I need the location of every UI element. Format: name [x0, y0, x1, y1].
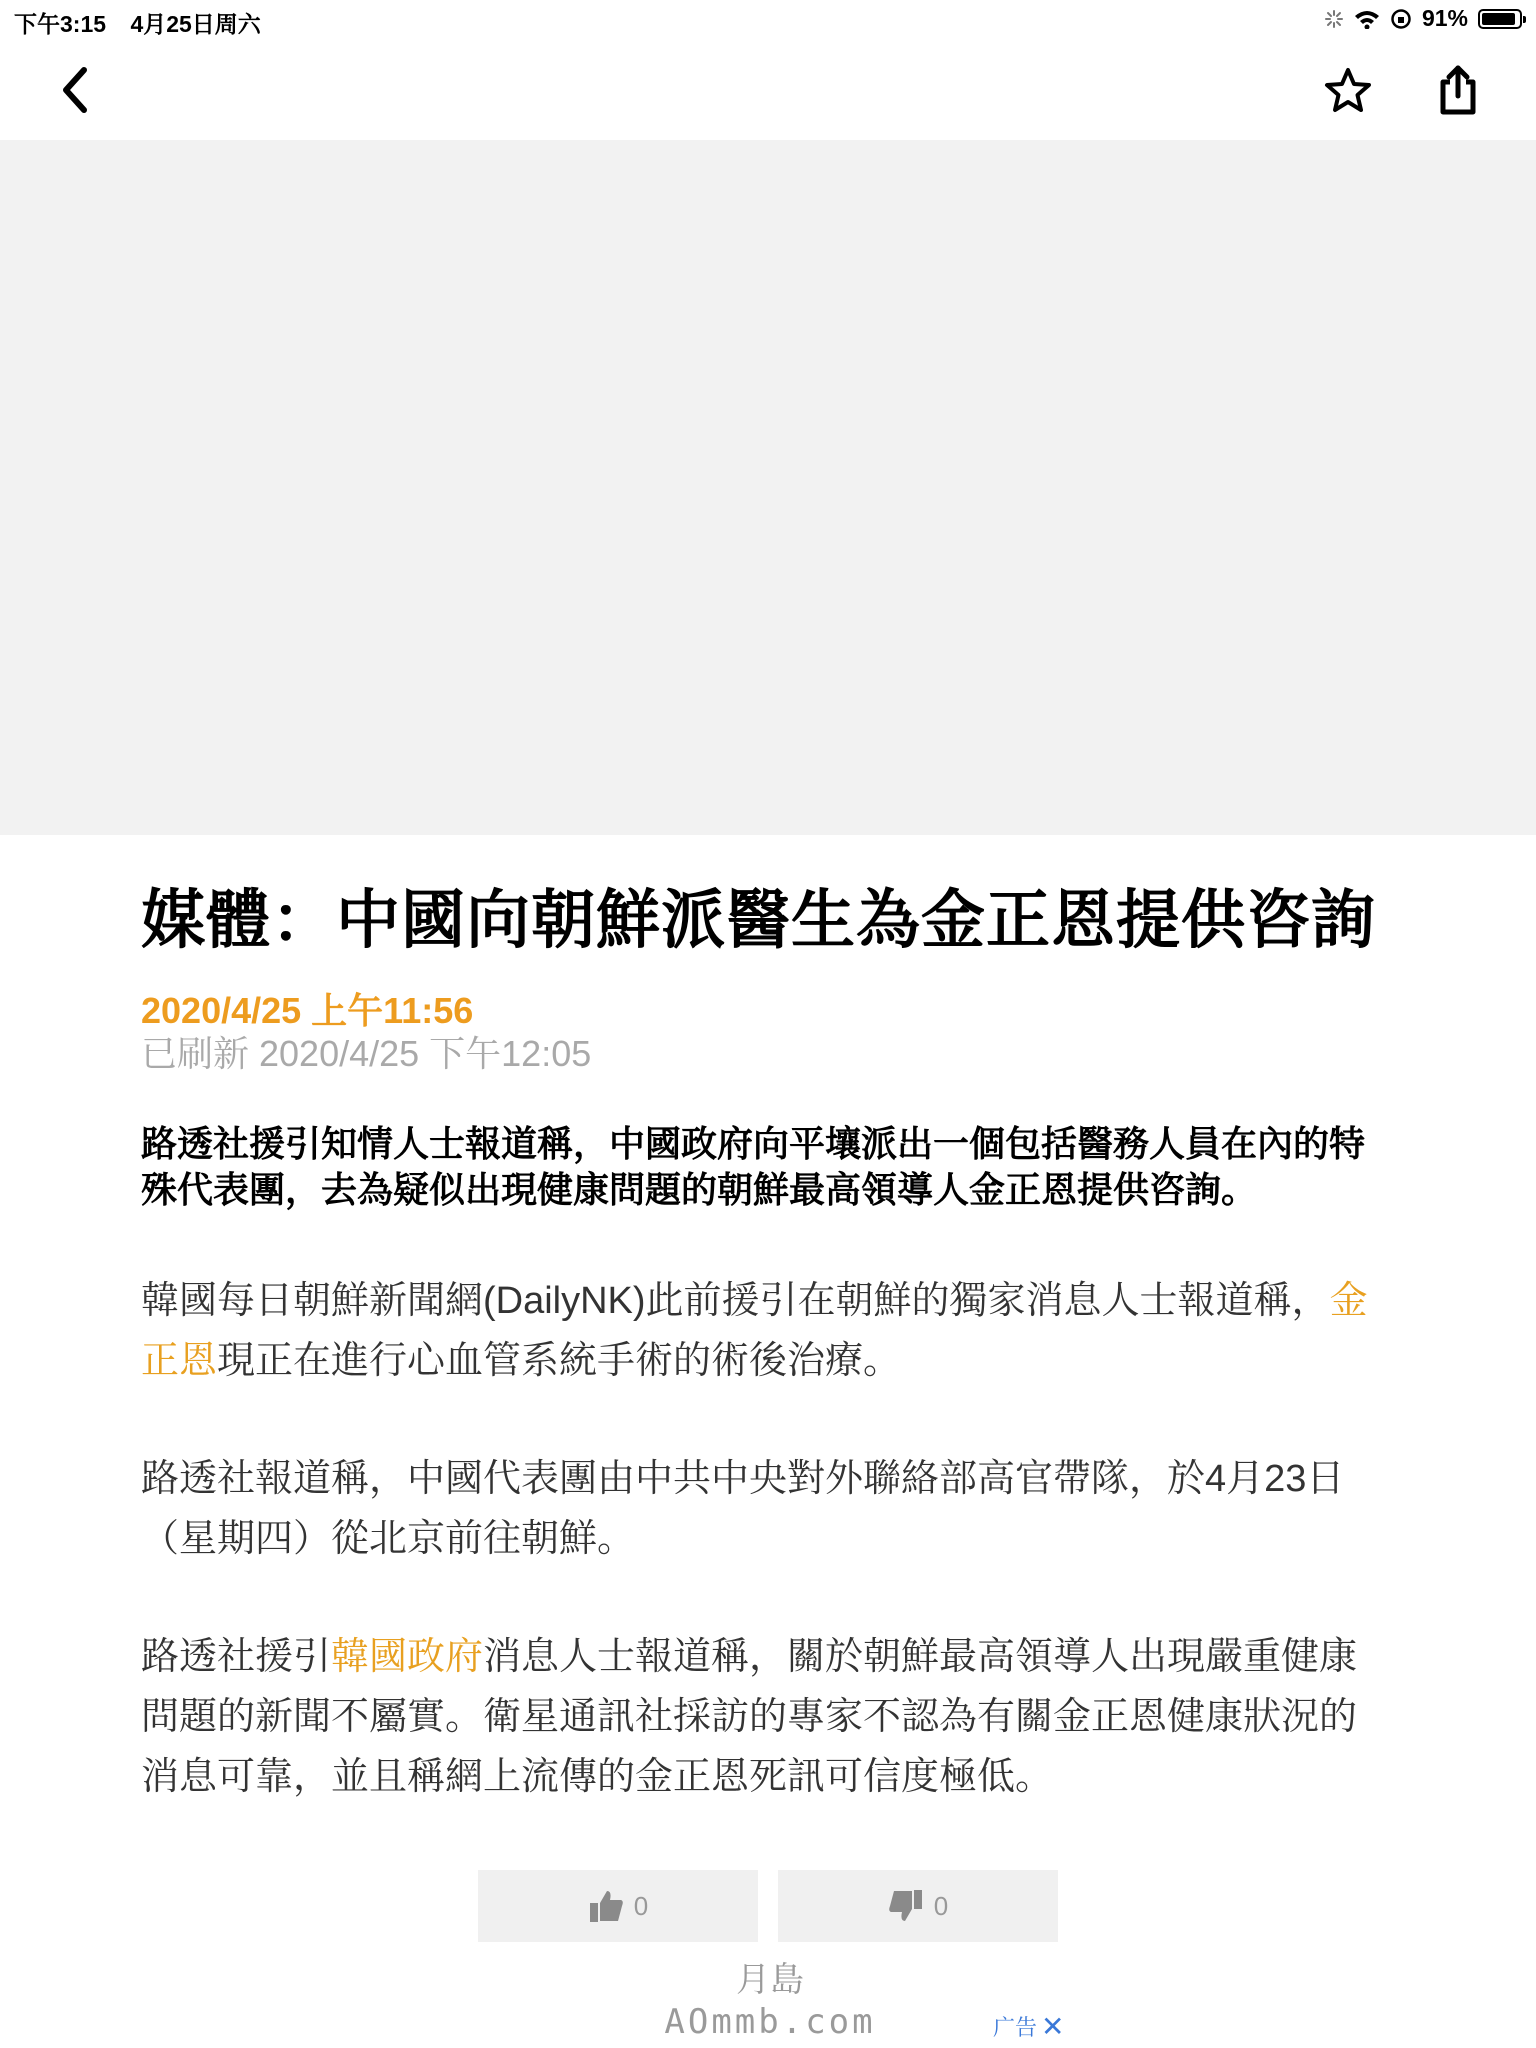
- article-title: 媒體：中國向朝鮮派醫生為金正恩提供咨詢: [141, 884, 1376, 956]
- status-left: [14, 6, 279, 39]
- ad-badge: [993, 2010, 1064, 2043]
- orientation-lock-icon: [1390, 8, 1412, 30]
- link-korean-government[interactable]: 韓國政府: [331, 1636, 484, 1678]
- refreshed-date: 已刷新 2020/4/25 下午12:05: [141, 1033, 592, 1074]
- thumbs-down-icon: [888, 1888, 924, 1924]
- paragraph-text: 韓國每日朝鮮新聞網(DailyNK)此前援引在朝鮮的獨家消息人士報道稱，: [141, 1280, 1330, 1322]
- activity-icon: [1324, 9, 1344, 29]
- dislike-button[interactable]: [778, 1870, 1058, 1942]
- status-date: 4月25日周六: [130, 11, 261, 37]
- like-button[interactable]: [478, 1870, 758, 1942]
- paragraph-text: 消息人士報道稱，關於朝鮮最高領導人出現嚴重健康問題的新聞不屬實。衛星通訊社採訪的專家不認為有關金正恩健康狀況的消息可靠，並且稱網上流傳的金正恩死訊可信度極低。: [141, 1636, 1358, 1798]
- paragraph-text: 現正在進行心血管系統手術的術後治療。: [217, 1340, 902, 1382]
- status-time: 下午3:15: [14, 11, 107, 37]
- watermark: [650, 1960, 890, 2044]
- paragraph-text: 路透社援引: [141, 1636, 332, 1678]
- article-paragraph-3: [141, 1627, 1381, 1807]
- watermark-site: AOmmb.com: [664, 2002, 876, 2042]
- article-lead: 路透社援引知情人士報道稱，中國政府向平壤派出一個包括醫務人員在內的特殊代表團，去為疑似出現健康問題的朝鮮最高領導人金正恩提供咨詢。: [141, 1123, 1366, 1210]
- article-paragraph-1: [141, 1271, 1381, 1391]
- thumbs-up-icon: [588, 1888, 624, 1924]
- like-count: 0: [633, 1890, 649, 1921]
- share-button[interactable]: [1428, 60, 1488, 120]
- dislike-count: 0: [933, 1890, 949, 1921]
- star-icon: [1324, 67, 1372, 113]
- battery-fill: [1482, 13, 1515, 25]
- status-bar: [0, 0, 1536, 40]
- hero-image-placeholder: [0, 140, 1536, 835]
- link-kim-jong-un[interactable]: 金正恩: [141, 1280, 1368, 1382]
- back-button[interactable]: [45, 60, 105, 120]
- share-icon: [1438, 64, 1478, 116]
- article-paragraph-2: 路透社報道稱，中國代表團由中共中央對外聯絡部高官帶隊，於4月23日（星期四）從北京前往朝鮮。: [141, 1458, 1345, 1560]
- battery-icon: [1478, 9, 1522, 29]
- article: [141, 880, 1391, 1807]
- wifi-icon: [1354, 9, 1380, 29]
- chevron-left-icon: [58, 66, 92, 114]
- nav-bar: [0, 40, 1536, 140]
- ad-label: 广告: [993, 2015, 1038, 2040]
- favorite-button[interactable]: [1318, 60, 1378, 120]
- publish-date: 2020/4/25 上午11:56: [141, 990, 474, 1031]
- ad-close-icon[interactable]: ✕: [1041, 2011, 1065, 2042]
- status-right: [1324, 5, 1522, 32]
- battery-percent: 91%: [1421, 5, 1468, 31]
- watermark-logo: 月島: [736, 1960, 804, 2000]
